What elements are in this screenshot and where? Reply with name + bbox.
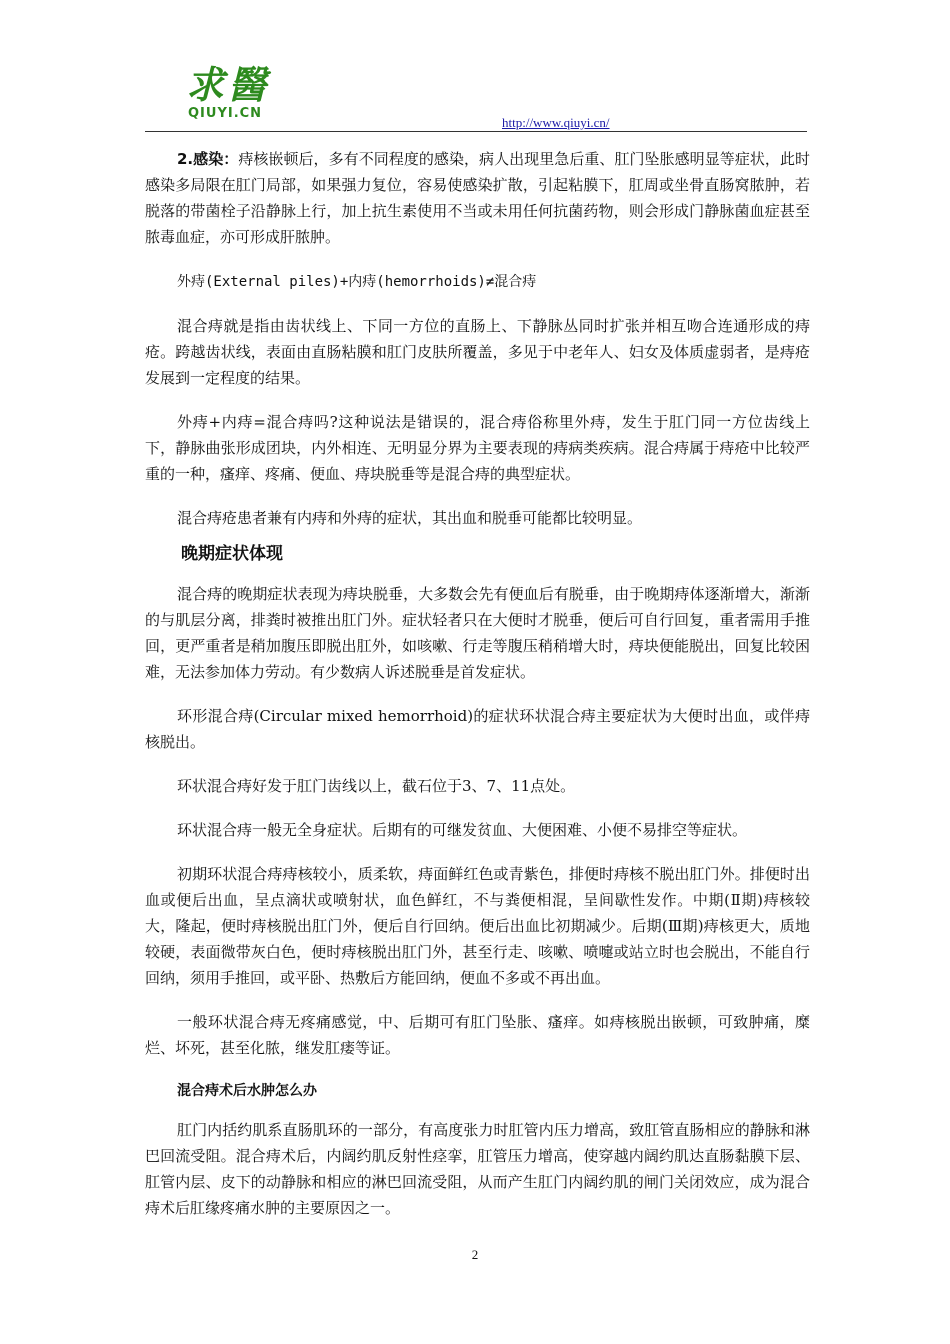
paragraph-definition: 混合痔就是指由齿状线上、下同一方位的直肠上、下静脉丛同时扩张并相互吻合连通形成的痔疮。跨越齿状线，表面由直肠粘膜和肛门皮肤所覆盖，多见于中老年人、妇女及体质虚弱者，是痔疮发展到一定程度的结果。 xyxy=(145,317,810,387)
paragraph-formula xyxy=(145,268,810,295)
paragraph-misconception: 外痔+内痔=混合痔吗?这种说法是错误的，混合痔俗称里外痔，发生于肛门同一方位齿线上下，静脉曲张形成团块，内外相连、无明显分界为主要表现的痔病类疾病。混合痔属于痔疮中比较严重的一种，瘙痒、疼痛、便血、痔块脱垂等是混合痔的典型症状。 xyxy=(145,413,810,483)
article-body xyxy=(145,146,810,1239)
section-heading-late-symptoms: 晚期症状体现 xyxy=(181,544,283,564)
paragraph-pain: 一般环状混合痔无疼痛感觉，中、后期可有肛门坠胀、瘙痒。如痔核脱出嵌顿，可致肿痛，糜烂、坏死，甚至化脓，继发肛瘘等证。 xyxy=(145,1013,810,1057)
site-logo xyxy=(186,62,296,132)
logo-chinese-text: 求醫 xyxy=(186,62,271,107)
paragraph-stages: 初期环状混合痔痔核较小，质柔软，痔面鲜红色或青紫色，排便时痔核不脱出肛门外。排便时出血或便后出血，呈点滴状或喷射状，血色鲜红，不与粪便相混，呈间歇性发作。中期(Ⅱ期)痔核较大，隆起，便时痔核脱出肛门外，便后自行回纳。便后出血比初期减少。后期(Ⅲ期)痔核更大，质地较硬，表面微带灰白色，便时痔核脱出肛门外，甚至行走、咳嗽、喷嚏或站立时也会脱出，不能自行回纳，须用手推回，或平卧、热敷后方能回纳，便血不多或不再出血。 xyxy=(145,865,810,987)
paragraph-text: 痔核嵌顿后，多有不同程度的感染，病人出现里急后重、肛门坠胀感明显等症状，此时感染多局限在肛门局部，如果强力复位，容易使感染扩散，引起粘膜下，肛周或坐骨直肠窝脓肿，若脱落的带菌栓子沿静脉上行，加上抗生素使用不当或未用任何抗菌药物，则会形成门静脉菌血症甚至脓毒血症，亦可形成肝脓肿。 xyxy=(145,150,810,246)
paragraph-location: 环状混合痔好发于肛门齿线以上，截石位于3、7、11点处。 xyxy=(177,777,576,795)
paragraph-late-symptoms: 混合痔的晚期症状表现为痔块脱垂，大多数会先有便血后有脱垂，由于晚期痔体逐渐增大，渐渐的与肌层分离，排粪时被推出肛门外。症状轻者只在大便时才脱垂，便后可自行回复，重者需用手推回，更严重者是稍加腹压即脱出肛外，如咳嗽、行走等腹压稍稍增大时，痔块便能脱出，回复比较困难，无法参加体力劳动。有少数病人诉述脱垂是首发症状。 xyxy=(145,585,810,681)
paragraph-circular xyxy=(145,703,810,755)
paragraph-summary: 混合痔疮患者兼有内痔和外痔的症状，其出血和脱垂可能都比较明显。 xyxy=(177,509,643,527)
logo-english-text: QIUYI.CN xyxy=(188,106,263,121)
circular-text: 环形混合痔(Circular mixed hemorrhoid)的症状环状混合痔主要症状为大便时出血，或伴痔核脱出。 xyxy=(145,707,810,751)
header-divider xyxy=(145,131,807,132)
paragraph-lead: 2.感染： xyxy=(177,150,239,168)
paragraph-systemic: 环状混合痔一般无全身症状。后期有的可继发贫血、大便困难、小便不易排空等症状。 xyxy=(177,821,748,839)
formula-text: 外痔(External piles)+内痔(hemorrhoids)≠混合痔 xyxy=(177,274,537,290)
header-url-link[interactable]: http://www.qiuyi.cn/ xyxy=(502,115,610,130)
section-heading-edema: 混合痔术后水肿怎么办 xyxy=(177,1083,317,1099)
paragraph-edema: 肛门内括约肌系直肠肌环的一部分，有高度张力时肛管内压力增高，致肛管直肠相应的静脉和淋巴回流受阻。混合痔术后，内阔约肌反射性痉挛，肛管压力增高，使穿越内阔约肌达直肠黏膜下层、肛管内层、皮下的动静脉和相应的淋巴回流受阻，从而产生肛门内阔约肌的闸门关闭效应，成为混合痔术后肛缘疼痛水肿的主要原因之一。 xyxy=(145,1121,810,1217)
paragraph-infection xyxy=(145,146,810,250)
page-number: 2 xyxy=(471,1247,479,1262)
